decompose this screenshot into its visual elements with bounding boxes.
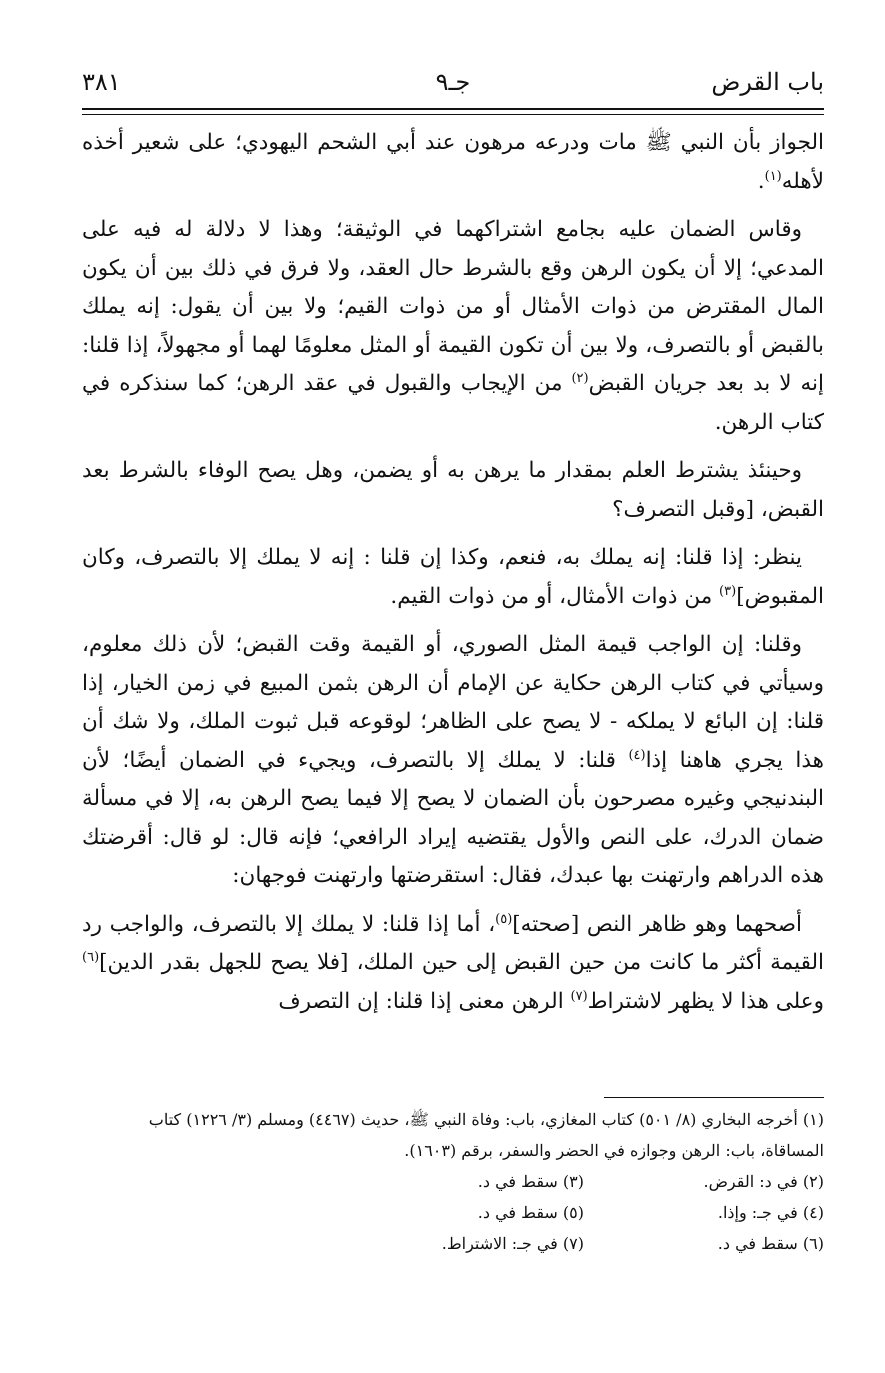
footnote-separator — [604, 1097, 824, 1098]
footnotes — [82, 1104, 824, 1259]
paragraph — [82, 452, 824, 529]
header-rule-thick — [82, 108, 824, 110]
footnote-marker: (٣) — [719, 583, 737, 599]
footnote-grid — [344, 1166, 824, 1259]
text-segment: . — [757, 168, 765, 194]
footnote-1: (١) أخرجه البخاري (٨/ ٥٠١) كتاب المغازي، باب: وفاة النبي ﷺ، حديث (٤٤٦٧) ومسلم (٣/ ١٢٢٦) كتاب المساقاة، باب: الرهن وجوازه في الحضر والسفر، برقم (١٦٠٣). — [148, 1110, 824, 1160]
footnote-2: (٢) في د: القرض. — [703, 1172, 824, 1191]
paragraph — [82, 539, 824, 616]
text-segment: الرهن معنى إذا قلنا: إن التصرف — [278, 988, 571, 1014]
text-segment: ، أما إذا قلنا: لا يملك إلا بالتصرف، والواجب رد القيمة أكثر ما كانت من حين القبض إلى حين الملك، [فلا يصح للجهل بقدر الدين] — [82, 911, 824, 975]
footnote-5: (٥) سقط في د. — [477, 1203, 584, 1222]
chapter-title: باب القرض — [711, 68, 824, 96]
footnote-7: (٧) في جـ: الاشتراط. — [441, 1234, 584, 1253]
footnote-marker: (٤) — [628, 747, 646, 763]
text-segment: من الإيجاب والقبول في عقد الرهن؛ كما سنذكره في كتاب الرهن. — [82, 371, 824, 435]
text-segment: وقاس الضمان عليه بجامع اشتراكهما في الوثيقة؛ وهذا لا دلالة له فيه على المدعي؛ إلا أن يكون الرهن وقع بالشرط حال العقد، ولا فرق في ذلك بين أن يكون المال المقترض من ذوات الأمثال أو من ذوات القيم؛ ولا بين أن يقول: إنه يملك بالقبض أو بالتصرف، ولا بين أن تكون القيمة أو المثل معلومًا لهما أو مجهولاً، إذا قلنا: إنه لا بد بعد جريان القبض — [82, 217, 824, 396]
paragraph — [82, 906, 824, 1022]
footnote-4: (٤) في جـ: وإذا. — [717, 1203, 824, 1222]
footnote-marker: (٧) — [570, 988, 588, 1004]
footnote-marker: (٥) — [495, 911, 513, 927]
page-number: ٣٨١ — [82, 68, 121, 96]
text-segment: وقلنا: إن الواجب قيمة المثل الصوري، أو القيمة وقت القبض؛ لأن ذلك معلوم، وسيأتي في كتاب الرهن حكاية عن الإمام أن الرهن بثمن المبيع في زمن الخيار، إذا قلنا: إن البائع لا يملكه - لا يصح على الظاهر؛ لوقوعه قبل ثبوت الملك، ولا شك أن هذا يجري هاهنا إذا — [82, 632, 824, 773]
volume-label: جـ٩ — [435, 68, 471, 96]
paragraph — [82, 626, 824, 896]
text-segment: أصحهما وهو ظاهر النص [صحته] — [512, 911, 802, 937]
footnote-marker: (١) — [764, 168, 782, 184]
text-segment: ينظر: إذا قلنا: إنه يملك به، فنعم، وكذا إن قلنا : إنه لا يملك إلا بالتصرف، وكان المقبوض] — [82, 545, 824, 609]
text-segment: وعلى هذا لا يظهر لاشتراط — [587, 988, 824, 1014]
page-header — [82, 62, 824, 102]
paragraph — [82, 211, 824, 442]
footnote-3: (٣) سقط في د. — [477, 1172, 584, 1191]
text-segment: وحينئذ يشترط العلم بمقدار ما يرهن به أو يضمن، وهل يصح الوفاء بالشرط بعد القبض، [وقبل التصرف؟ — [82, 458, 824, 522]
header-rule-thin — [82, 114, 824, 115]
text-segment: الجواز بأن النبي ﷺ مات ودرعه مرهون عند أبي الشحم اليهودي؛ على شعير أخذه لأهله — [82, 130, 824, 194]
text-segment: قلنا: لا يملك إلا بالتصرف، ويجيء في الضمان أيضًا؛ لأن البندنيجي وغيره مصرحون بأن الضمان لا يصح إلا فيما يصح الرهن به، إلا في مسألة ضمان الدرك، على النص والأول يقتضيه إيراد الرافعي؛ فإنه قال: لو قال: أقرضتك هذه الدراهم وارتهنت بها عبدك، فقال: استقرضتها وارتهنت فوجهان: — [82, 747, 824, 888]
paragraph — [82, 124, 824, 201]
footnote-marker: (٢) — [571, 370, 589, 386]
text-segment: من ذوات الأمثال، أو من ذوات القيم. — [390, 583, 720, 609]
footnote-6: (٦) سقط في د. — [717, 1234, 824, 1253]
footnote-marker: (٦) — [82, 949, 100, 965]
main-text — [82, 124, 824, 1031]
